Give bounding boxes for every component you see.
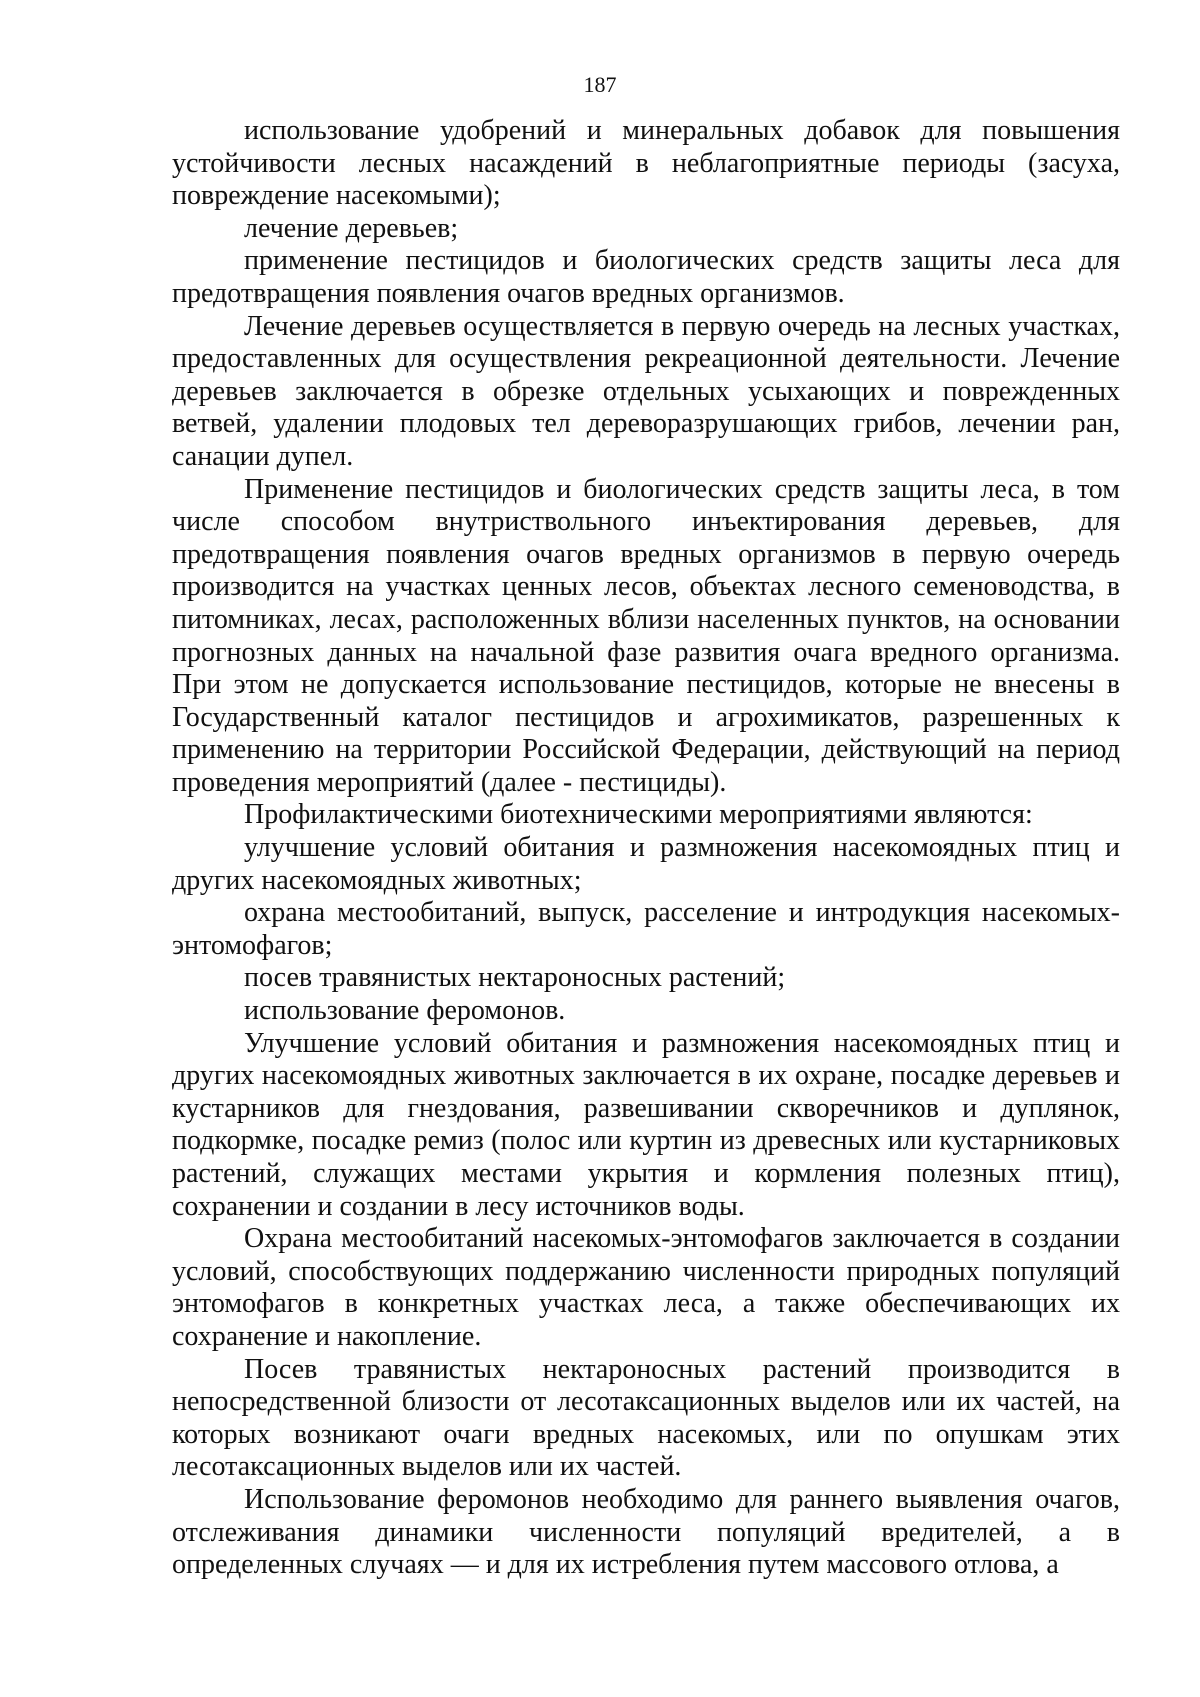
paragraph-nectar-plants-item: посев травянистых нектароносных растений; xyxy=(244,962,786,994)
paragraph-nectar-plants: Посев травянистых нектароносных растений производится в непосредственной близости от лесотаксационных выделов или их частей, на которых возникают очаги вредных насекомых, или по опушкам этих лесотаксационных выделов или их частей. xyxy=(172,1353,1120,1483)
paragraph-tree-treatment: Лечение деревьев осуществляется в первую очередь на лесных участках, предоставленных для осуществления рекреационной деятельности. Лечение деревьев заключается в обрезке отдельных усыхающих и поврежденных ветвей, удалении плодовых тел дереворазрушающих грибов, лечении ран, санации дупел. xyxy=(172,310,1120,472)
paragraph-pheromones: Использование феромонов необходимо для раннего выявления очагов, отслеживания динамики численности популяций вредителей, а в определенных случаях — и для их истребления путем массового отлова, а xyxy=(172,1483,1120,1581)
paragraph-tree-treatment-item: лечение деревьев; xyxy=(244,212,459,244)
paragraph-fertilizers: использование удобрений и минеральных добавок для повышения устойчивости лесных насаждений в неблагоприятные периоды (засуха, повреждение насекомыми); xyxy=(172,115,1120,212)
paragraph-pheromones-item: использование феромонов. xyxy=(244,995,566,1027)
paragraph-entomophages: Охрана местообитаний насекомых-энтомофагов заключается в создании условий, способствующих поддержанию численности природных популяций энтомофагов в конкретных участках леса, а также обеспечивающих их сохранение и накопление. xyxy=(172,1223,1120,1352)
paragraph-pesticides-item: применение пестицидов и биологических средств защиты леса для предотвращения появления очагов вредных организмов. xyxy=(172,245,1120,309)
paragraph-bird-conditions: Улучшение условий обитания и размножения насекомоядных птиц и других насекомоядных животных заключается в их охране, посадке деревьев и кустарников для гнездования, развешивании скворечников и дуплянок, подкормке, посадке ремиз (полос или куртин из древесных или кустарниковых растений, служащих местами укрытия и кормления полезных птиц), сохранении и создании в лесу источников воды. xyxy=(172,1027,1120,1222)
paragraph-pesticide-application: Применение пестицидов и биологических средств защиты леса, в том числе способом внутриствольного инъектирования деревьев, для предотвращения появления очагов вредных организмов в первую очередь производится на участках ценных лесов, объектах лесного семеноводства, в питомниках, лесах, расположенных вблизи населенных пунктов, на основании прогнозных данных на начальной фазе развития очага вредного организма. При этом не допускается использование пестицидов, которые не внесены в Государственный каталог пестицидов и агрохимикатов, разрешенных к применению на территории Российской Федерации, действующий на период проведения мероприятий (далее - пестициды). xyxy=(172,473,1120,798)
paragraph-bird-conditions-item: улучшение условий обитания и размножения насекомоядных птиц и других насекомоядных животных; xyxy=(172,832,1120,896)
page-number: 187 xyxy=(583,72,617,97)
paragraph-biotechnical-intro: Профилактическими биотехническими мероприятиями являются: xyxy=(244,799,1033,831)
paragraph-entomophages-item: охрана местообитаний, выпуск, расселение и интродукция насекомых-энтомофагов; xyxy=(172,897,1120,961)
document-body xyxy=(172,115,1120,1582)
